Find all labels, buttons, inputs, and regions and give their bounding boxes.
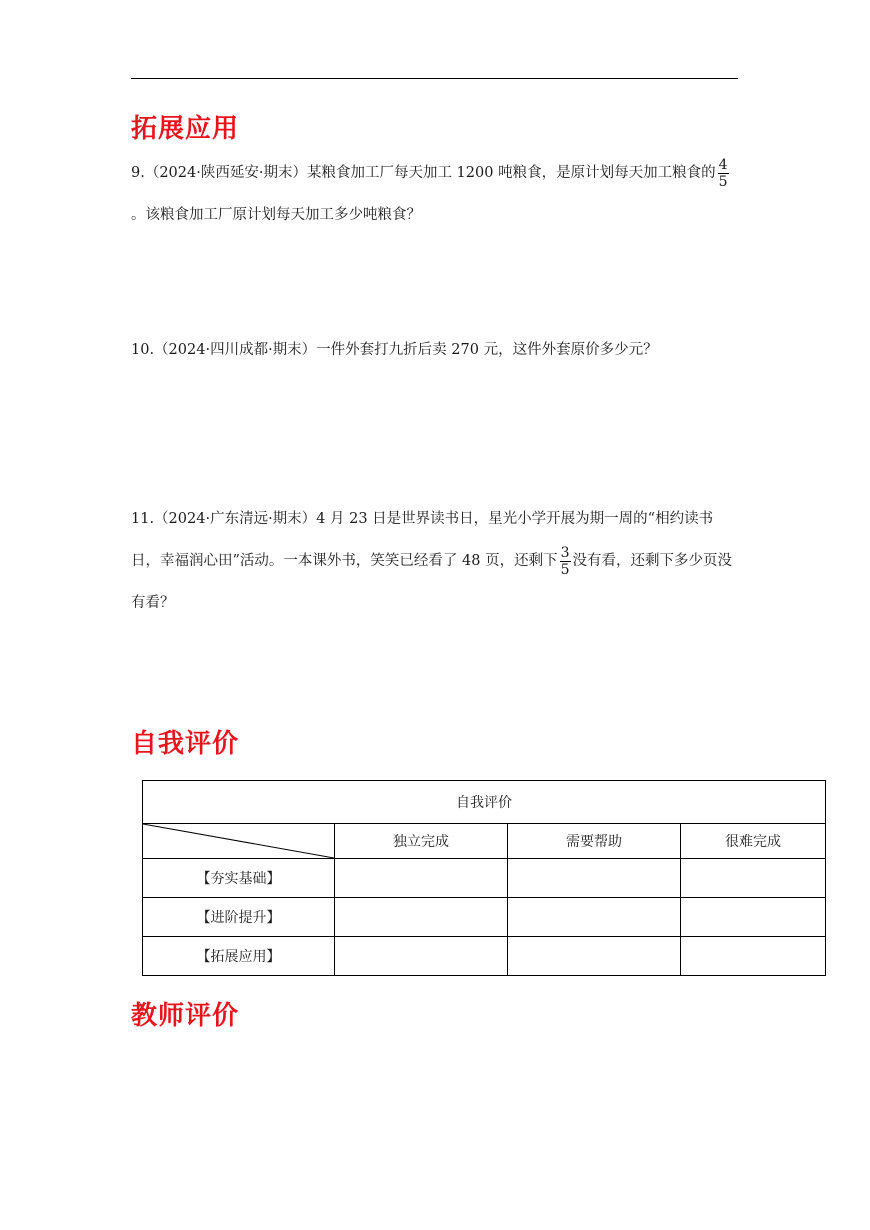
row-label-advanced: 【进阶提升】 (143, 898, 335, 937)
table-cell (508, 898, 681, 937)
problem-10 (131, 329, 741, 371)
table-cell (681, 937, 826, 976)
problem-9-fraction: $\frac{4}{5}$ (718, 156, 728, 190)
table-cell (681, 859, 826, 898)
top-divider (131, 78, 738, 79)
diagonal-line (143, 824, 334, 858)
diagonal-header-cell (143, 824, 335, 859)
problem-11-text: 11.（2024·广东清远·期末）4 月 23 日是世界读书日，星光小学开展为期一周的“相约读书日，幸福润心田”活动。一本课外书，笑笑已经看了 48 页，还剩下 (131, 511, 714, 569)
problem-10-text: 10.（2024·四川成都·期末）一件外套打九折后卖 270 元，这件外套原价多少元？ (131, 342, 658, 358)
problem-9 (131, 152, 741, 236)
row-label-extension: 【拓展应用】 (143, 937, 335, 976)
table-cell (335, 859, 508, 898)
problem-11 (131, 498, 741, 624)
column-header-need-help: 需要帮助 (508, 824, 681, 859)
section-heading-extension: 拓展应用 (131, 114, 240, 144)
self-eval-table (142, 780, 826, 976)
table-row (143, 898, 826, 937)
problem-11-fraction: $\frac{3}{5}$ (560, 544, 570, 578)
column-header-difficult: 很难完成 (681, 824, 826, 859)
problem-9-text: 9.（2024·陕西延安·期末）某粮食加工厂每天加工 1200 吨粮食，是原计划每天加工粮食的 (131, 165, 716, 181)
table-cell (335, 937, 508, 976)
row-label-foundation: 【夯实基础】 (143, 859, 335, 898)
table-cell (508, 859, 681, 898)
section-heading-teacher-eval: 教师评价 (131, 1001, 240, 1031)
table-row (143, 859, 826, 898)
column-header-independent: 独立完成 (335, 824, 508, 859)
table-header-row (143, 824, 826, 859)
table-cell (681, 898, 826, 937)
section-heading-self-eval: 自我评价 (131, 729, 240, 759)
table-caption: 自我评价 (143, 781, 826, 824)
problem-9-text-end: 。该粮食加工厂原计划每天加工多少吨粮食？ (131, 207, 421, 223)
table-cell (335, 898, 508, 937)
table-row (143, 937, 826, 976)
table-caption-row (143, 781, 826, 824)
problem-11-text-end: 没有看，还剩下多少页没有看？ (131, 553, 733, 611)
table-cell (508, 937, 681, 976)
